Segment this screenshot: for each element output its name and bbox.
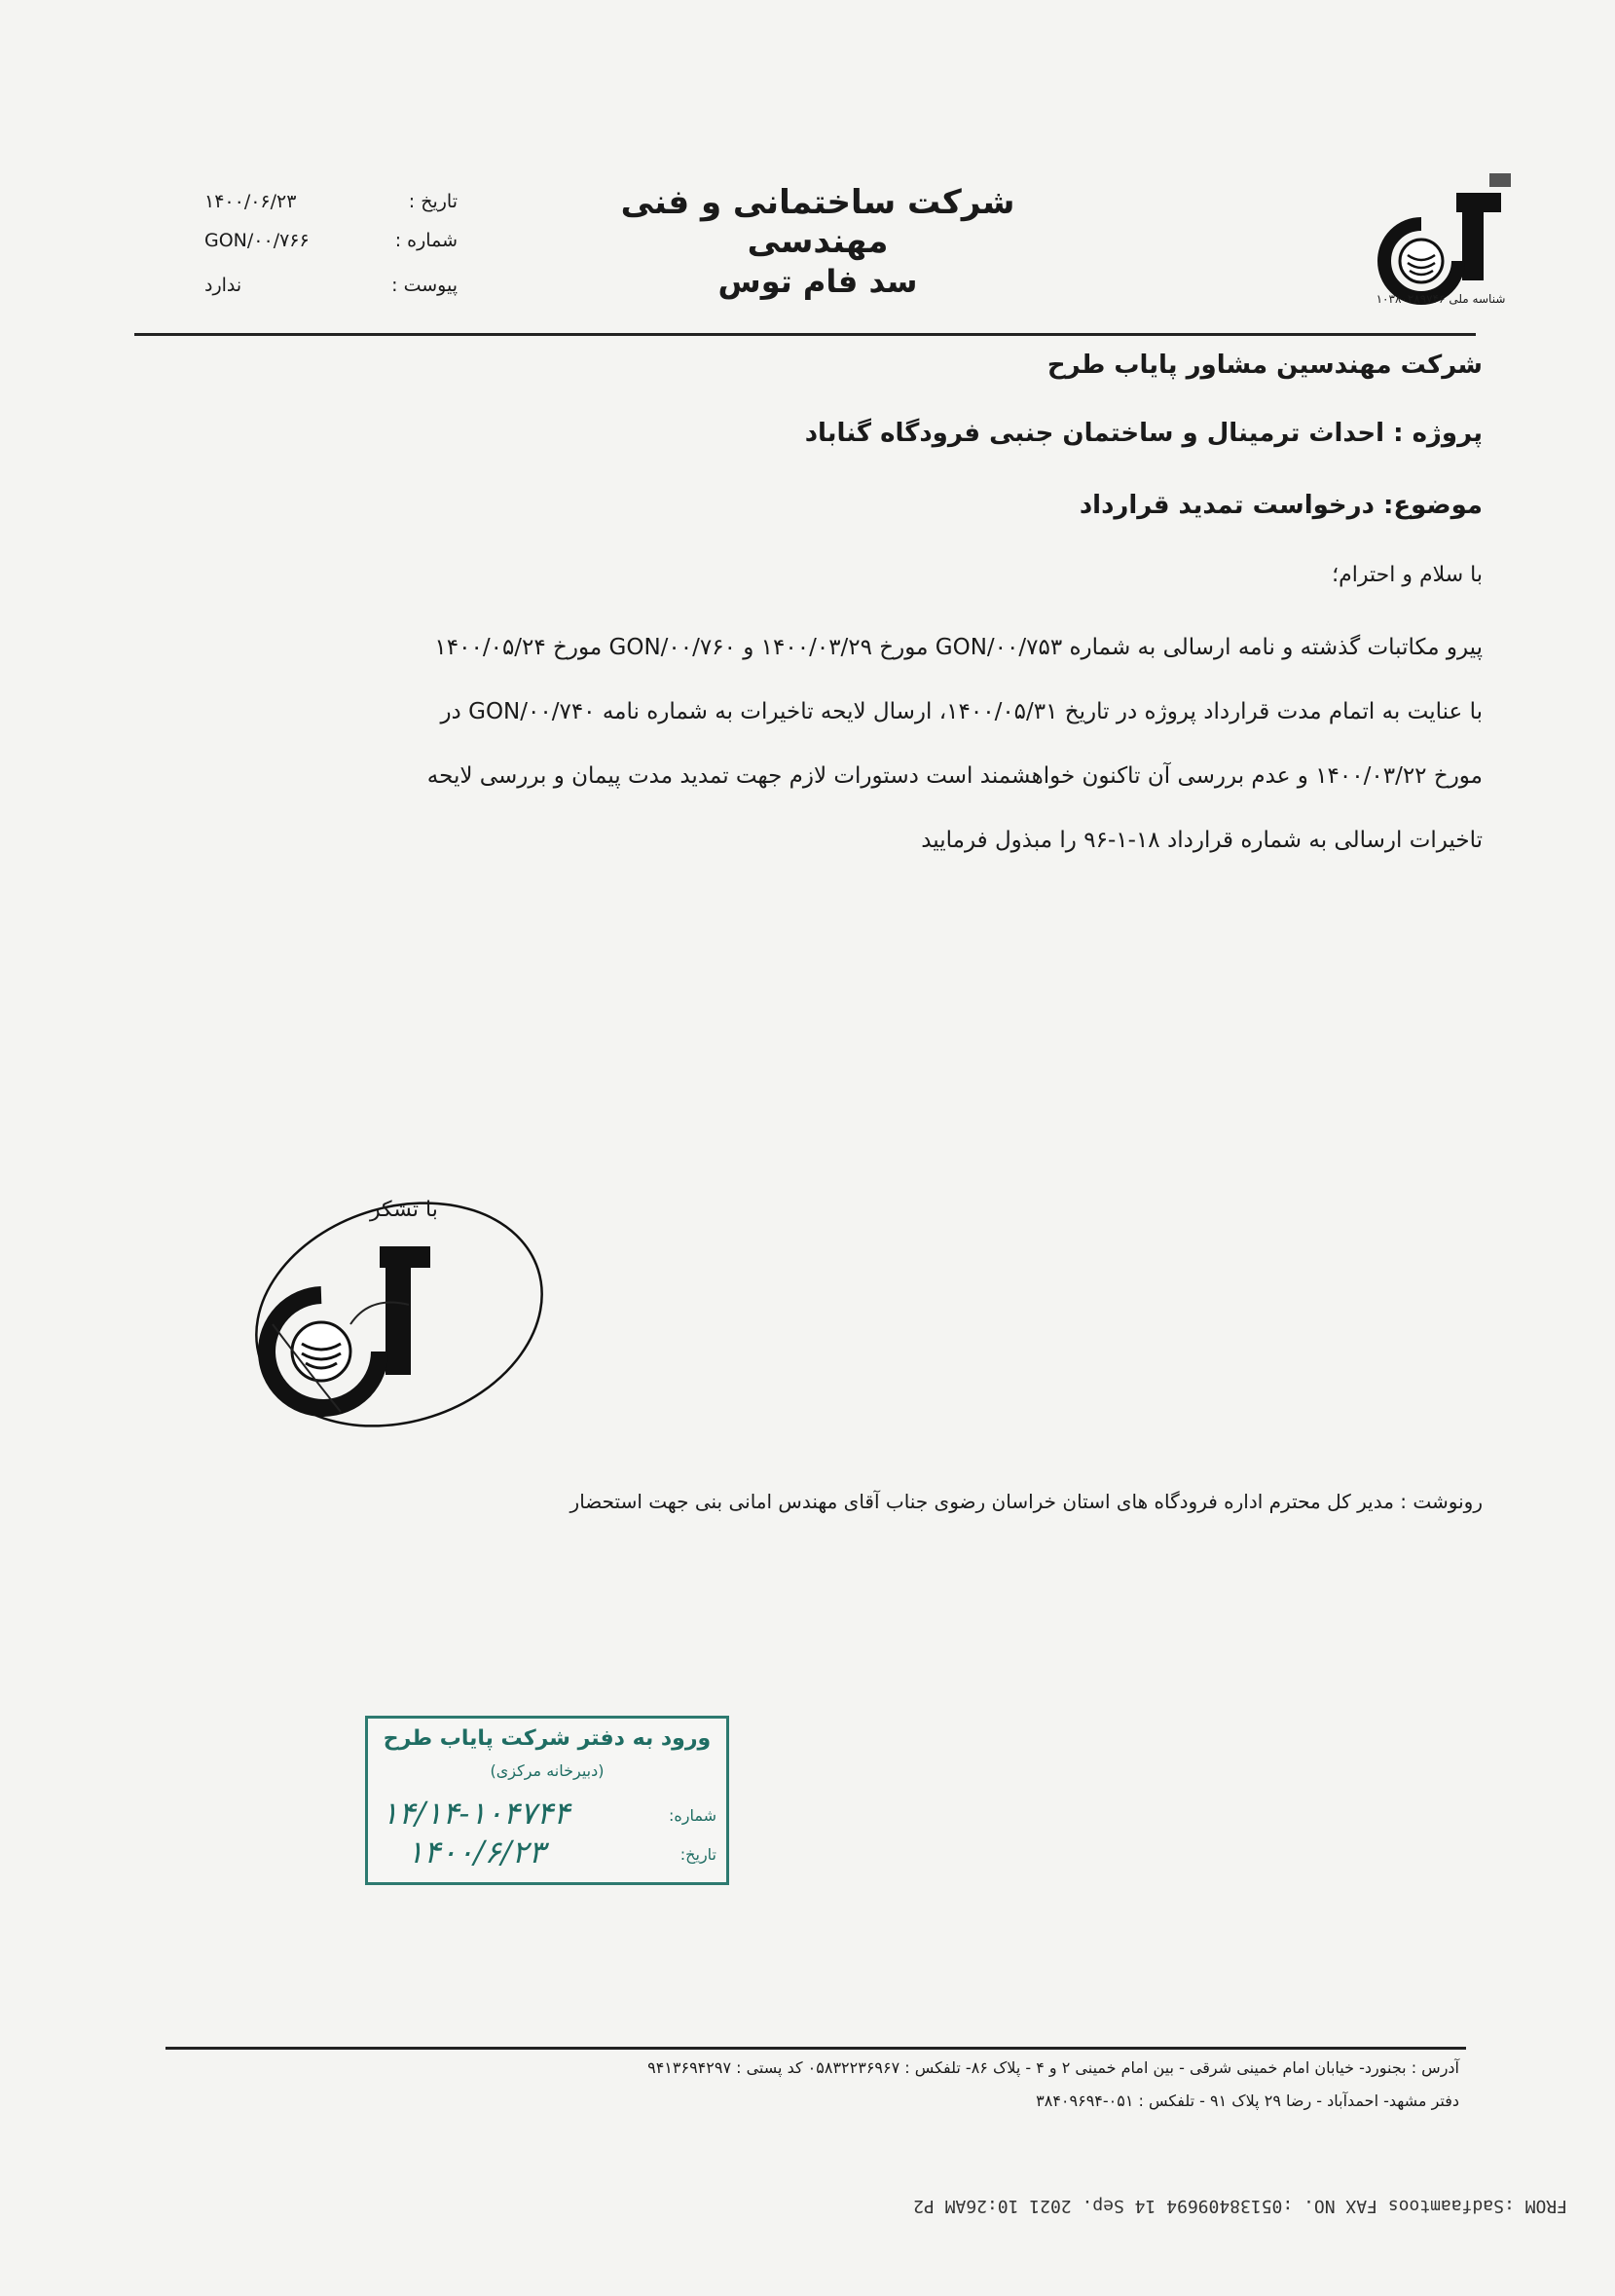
closing-text: با تشکر — [370, 1198, 438, 1222]
fax-header: FROM :Sadfaamtoos FAX NO. :05138409694 14 Sep. 2021 10:26AM P2 — [913, 2196, 1567, 2216]
stamp-title: ورود به دفتر شرکت پایاب طرح — [383, 1726, 712, 1751]
attachment-label: پیوست : — [391, 275, 458, 296]
number-value: GON/۰۰/۷۶۶ — [204, 230, 310, 251]
signature-stamp — [234, 1178, 565, 1461]
stamp-subtitle: (دبیرخانه مرکزی) — [490, 1761, 605, 1780]
header-divider — [134, 333, 1476, 336]
project-line: پروژه : احداث ترمینال و ساختمان جنبی فرودگاه گناباد — [804, 419, 1483, 448]
number-row — [204, 230, 458, 265]
date-label: تاریخ : — [408, 191, 458, 212]
logo-caption: شناسه ملی ۱۰۳۸۰۲۸۹۷۴۶ — [1376, 292, 1506, 306]
cc-line: رونوشت : مدیر کل محترم اداره فرودگاه های استان خراسان رضوی جناب آقای مهندس امانی بنی جهت استحضار — [569, 1490, 1483, 1513]
attachment-value: ندارد — [204, 275, 242, 296]
date-value: ۱۴۰۰/۰۶/۲۳ — [204, 191, 297, 212]
stamp-date-label: تاریخ: — [679, 1845, 716, 1864]
stamp-number-label: شماره: — [668, 1806, 716, 1825]
stamp-date-value: ۱۴۰۰/۶/۲۳ — [407, 1833, 545, 1870]
subject-line: موضوع: درخواست تمدید قرارداد — [1079, 491, 1483, 520]
attachment-row — [204, 275, 458, 310]
number-label: شماره : — [394, 230, 458, 251]
footer-divider — [165, 2047, 1466, 2050]
greeting: با سلام و احترام؛ — [1332, 563, 1483, 587]
company-logo — [1363, 166, 1519, 312]
recipient: شرکت مهندسین مشاور پایاب طرح — [1046, 351, 1483, 380]
paragraph-line: با عنایت به اتمام مدت قرارداد پروژه در تاریخ ۱۴۰۰/۰۵/۳۱، ارسال لایحه تاخیرات به شماره نامه GON/۰۰/۷۴۰ در — [440, 699, 1483, 724]
stamp-number-value: ۱۴/۱۴-۱۰۴۷۴۴ — [382, 1795, 570, 1832]
paragraph-line: مورخ ۱۴۰۰/۰۳/۲۲ و عدم بررسی آن تاکنون خواهشمند است دستورات لازم جهت تمدید مدت پیمان و بررسی لایحه — [426, 763, 1483, 789]
company-name: شرکت ساختمانی و فنی مهندسی — [620, 183, 1015, 261]
paragraph-line: پیرو مکاتبات گذشته و نامه ارسالی به شماره GON/۰۰/۷۵۳ مورخ ۱۴۰۰/۰۳/۲۹ و GON/۰۰/۷۶۰ مورخ ۱۴۰۰/۰۵/۲۴ — [434, 635, 1483, 660]
company-subname: سد فام توس — [717, 263, 918, 300]
footer-address-mashhad: دفتر مشهد- احمدآباد - رضا ۲۹ پلاک ۹۱ - تلفکس : ۰۵۱-۳۸۴۰۹۶۹۴ — [1036, 2092, 1459, 2110]
receipt-stamp — [365, 1716, 729, 1885]
date-row — [204, 191, 458, 226]
footer-address: آدرس : بجنورد- خیابان امام خمینی شرقی - بین امام خمینی ۲ و ۴ - پلاک ۸۶- تلفکس : ۰۵۸۳۲۲۳۶۹۶۷ کد پستی : ۹۴۱۳۶۹۴۲۹۷ — [647, 2058, 1459, 2077]
paragraph-line: تاخیرات ارسالی به شماره قرارداد ۱۸-۱-۹۶ را مبذول فرمایید — [921, 828, 1483, 853]
